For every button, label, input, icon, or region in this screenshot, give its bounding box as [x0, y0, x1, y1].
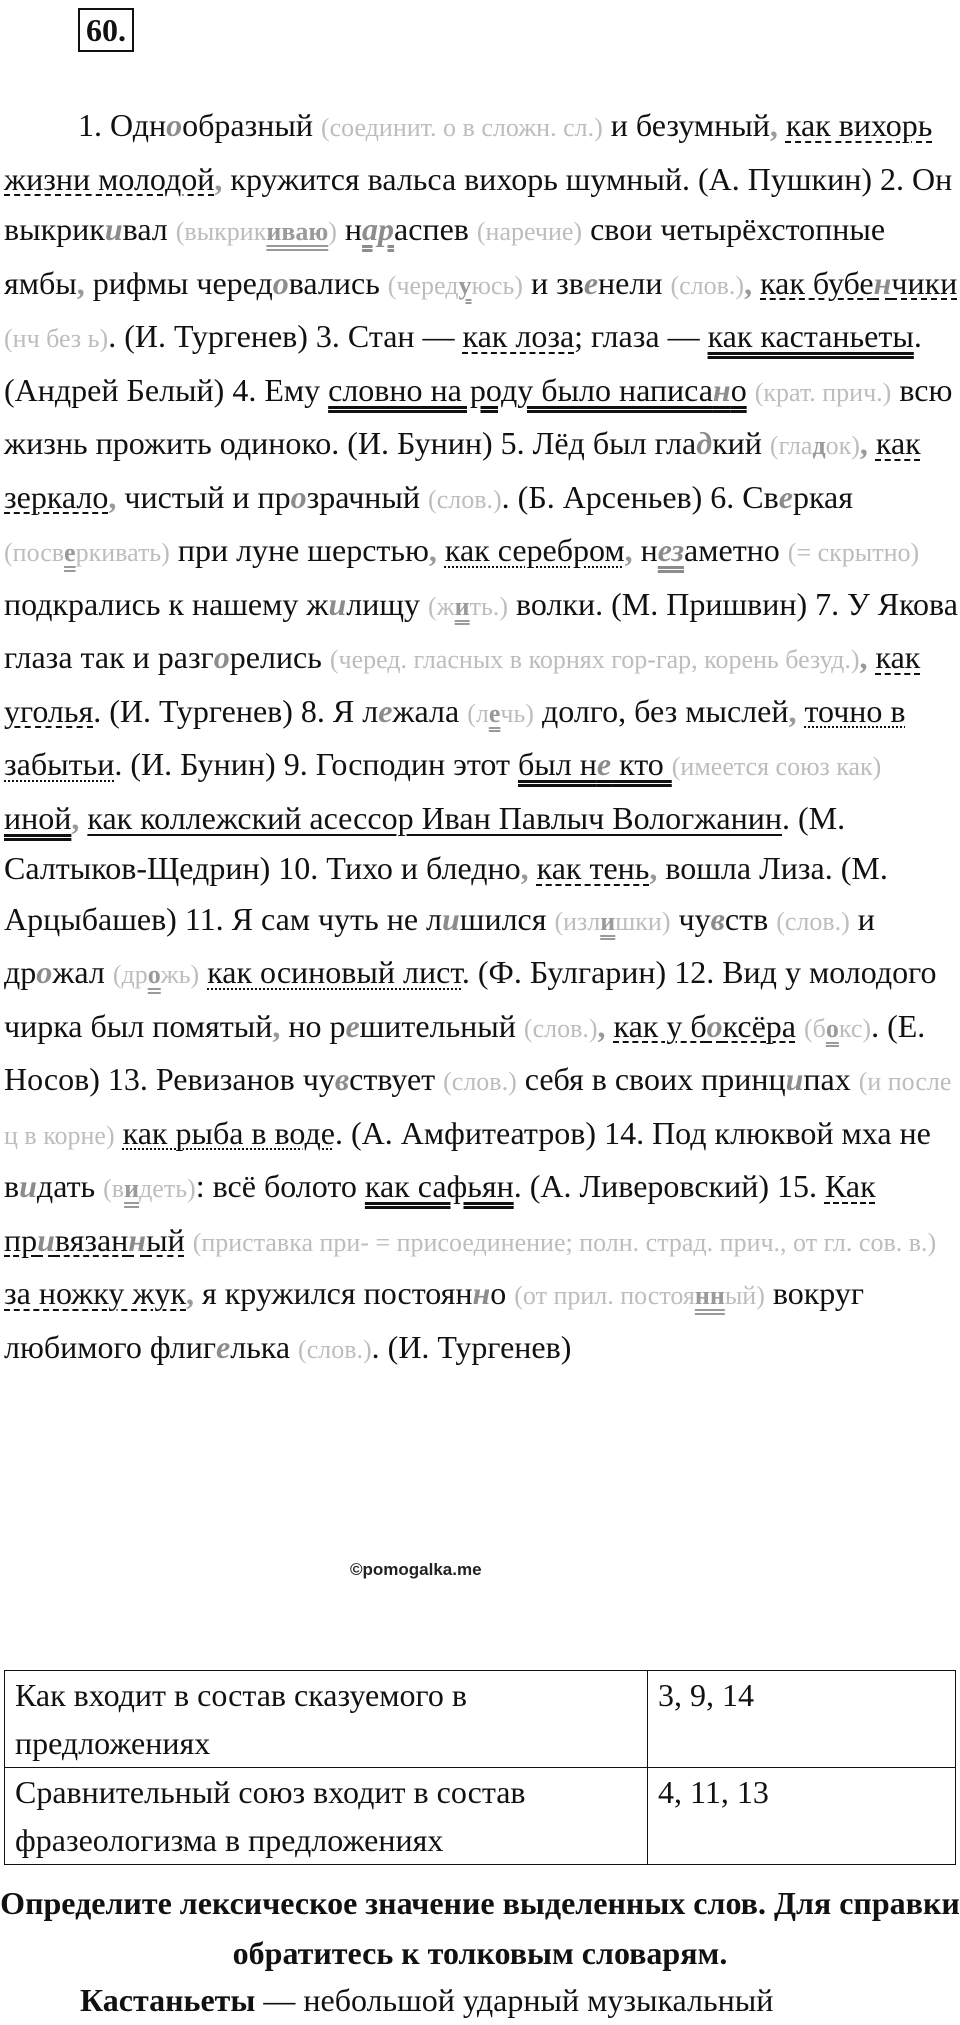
table-cell-answer: 4, 11, 13 [648, 1768, 956, 1865]
watermark: ©pomogalka.me [350, 1560, 482, 1579]
table-row [5, 1671, 956, 1768]
exercise-text: 1. Однообразный (соединит. о в сложн. сл.) и безумный, как вихорь жизни молодой, кружится вальса вихорь шумный. (А. Пушкин) 2. Он выкрикивал (выкрикиваю) нараспев (наречие) свои четырёхстопные ямбы, рифмы чередовались (чередуюсь) и звенели (слов.), как бубенчики (нч без ь). (И. Тургенев) 3. Стан — как лоза; глаза — как кастаньеты. (Андрей Белый) 4. Ему словно на роду было написано (крат. прич.) всю жизнь прожить одиноко. (И. Бунин) 5. Лёд был гладкий (гладок), как зеркало, чистый и прозрачный (слов.). (Б. Арсеньев) 6. Сверкая (посверкивать) при луне шерстью, как серебром, незаметно (= скрытно) подкрались к нашему жилищу (жить.) волки. (М. Пришвин) 7. У Якова глаза так и разгорелись (черед. гласных в корнях гор-гар, корень безуд.), как уголья. (И. Тургенев) 8. Я лежала (лечь) долго, без мыслей, точно в забытьи. (И. Бунин) 9. Господин этот был не кто (имеется союз как) иной, как коллежский асессор Иван Павлыч Вологжанин. (М. Салтыков-Щедрин) 10. Тихо и бледно, как тень, вошла Лиза. (М. Арцыбашев) 11. Я сам чуть не лишился (излишки) чувств (слов.) и дрожал (дрожь) как осиновый лист. (Ф. Булгарин) 12. Вид у молодого чирка был помятый, но решительный (слов.), как у боксёра (бокс). (Е. Носов) 13. Ревизанов чувствует (слов.) себя в своих принципах (и после ц в корне) как рыба в воде. (А. Амфитеатров) 14. Под клюквой мха не видать (видеть): всё болото как сафьян. (А. Ливеровский) 15. Как привязанный (приставка при- = присоединение; полн. страд. прич., от гл. сов. в.) за ножку жук, я кружился постоянно (от прил. постоянный) вокруг любимого флигелька (слов.). (И. Тургенев) [4, 107, 958, 1365]
table-cell-question: Сравнительный союз входит в состав фразеологизма в предложениях [5, 1768, 648, 1865]
task-text: Определите лексическое значение выделенных слов. Для справки обратитесь к толковым словарям. [0, 1885, 960, 1971]
table-cell-answer: 3, 9, 14 [648, 1671, 956, 1768]
answer-table [4, 1670, 956, 1865]
definition-term: Кастаньеты [80, 1982, 256, 2018]
exercise-number: 60. [78, 8, 134, 52]
definition-text: — небольшой ударный музыкальный [255, 1982, 774, 2018]
table-cell-question: Как входит в состав сказуемого в предложениях [5, 1671, 648, 1768]
table-row [5, 1768, 956, 1865]
